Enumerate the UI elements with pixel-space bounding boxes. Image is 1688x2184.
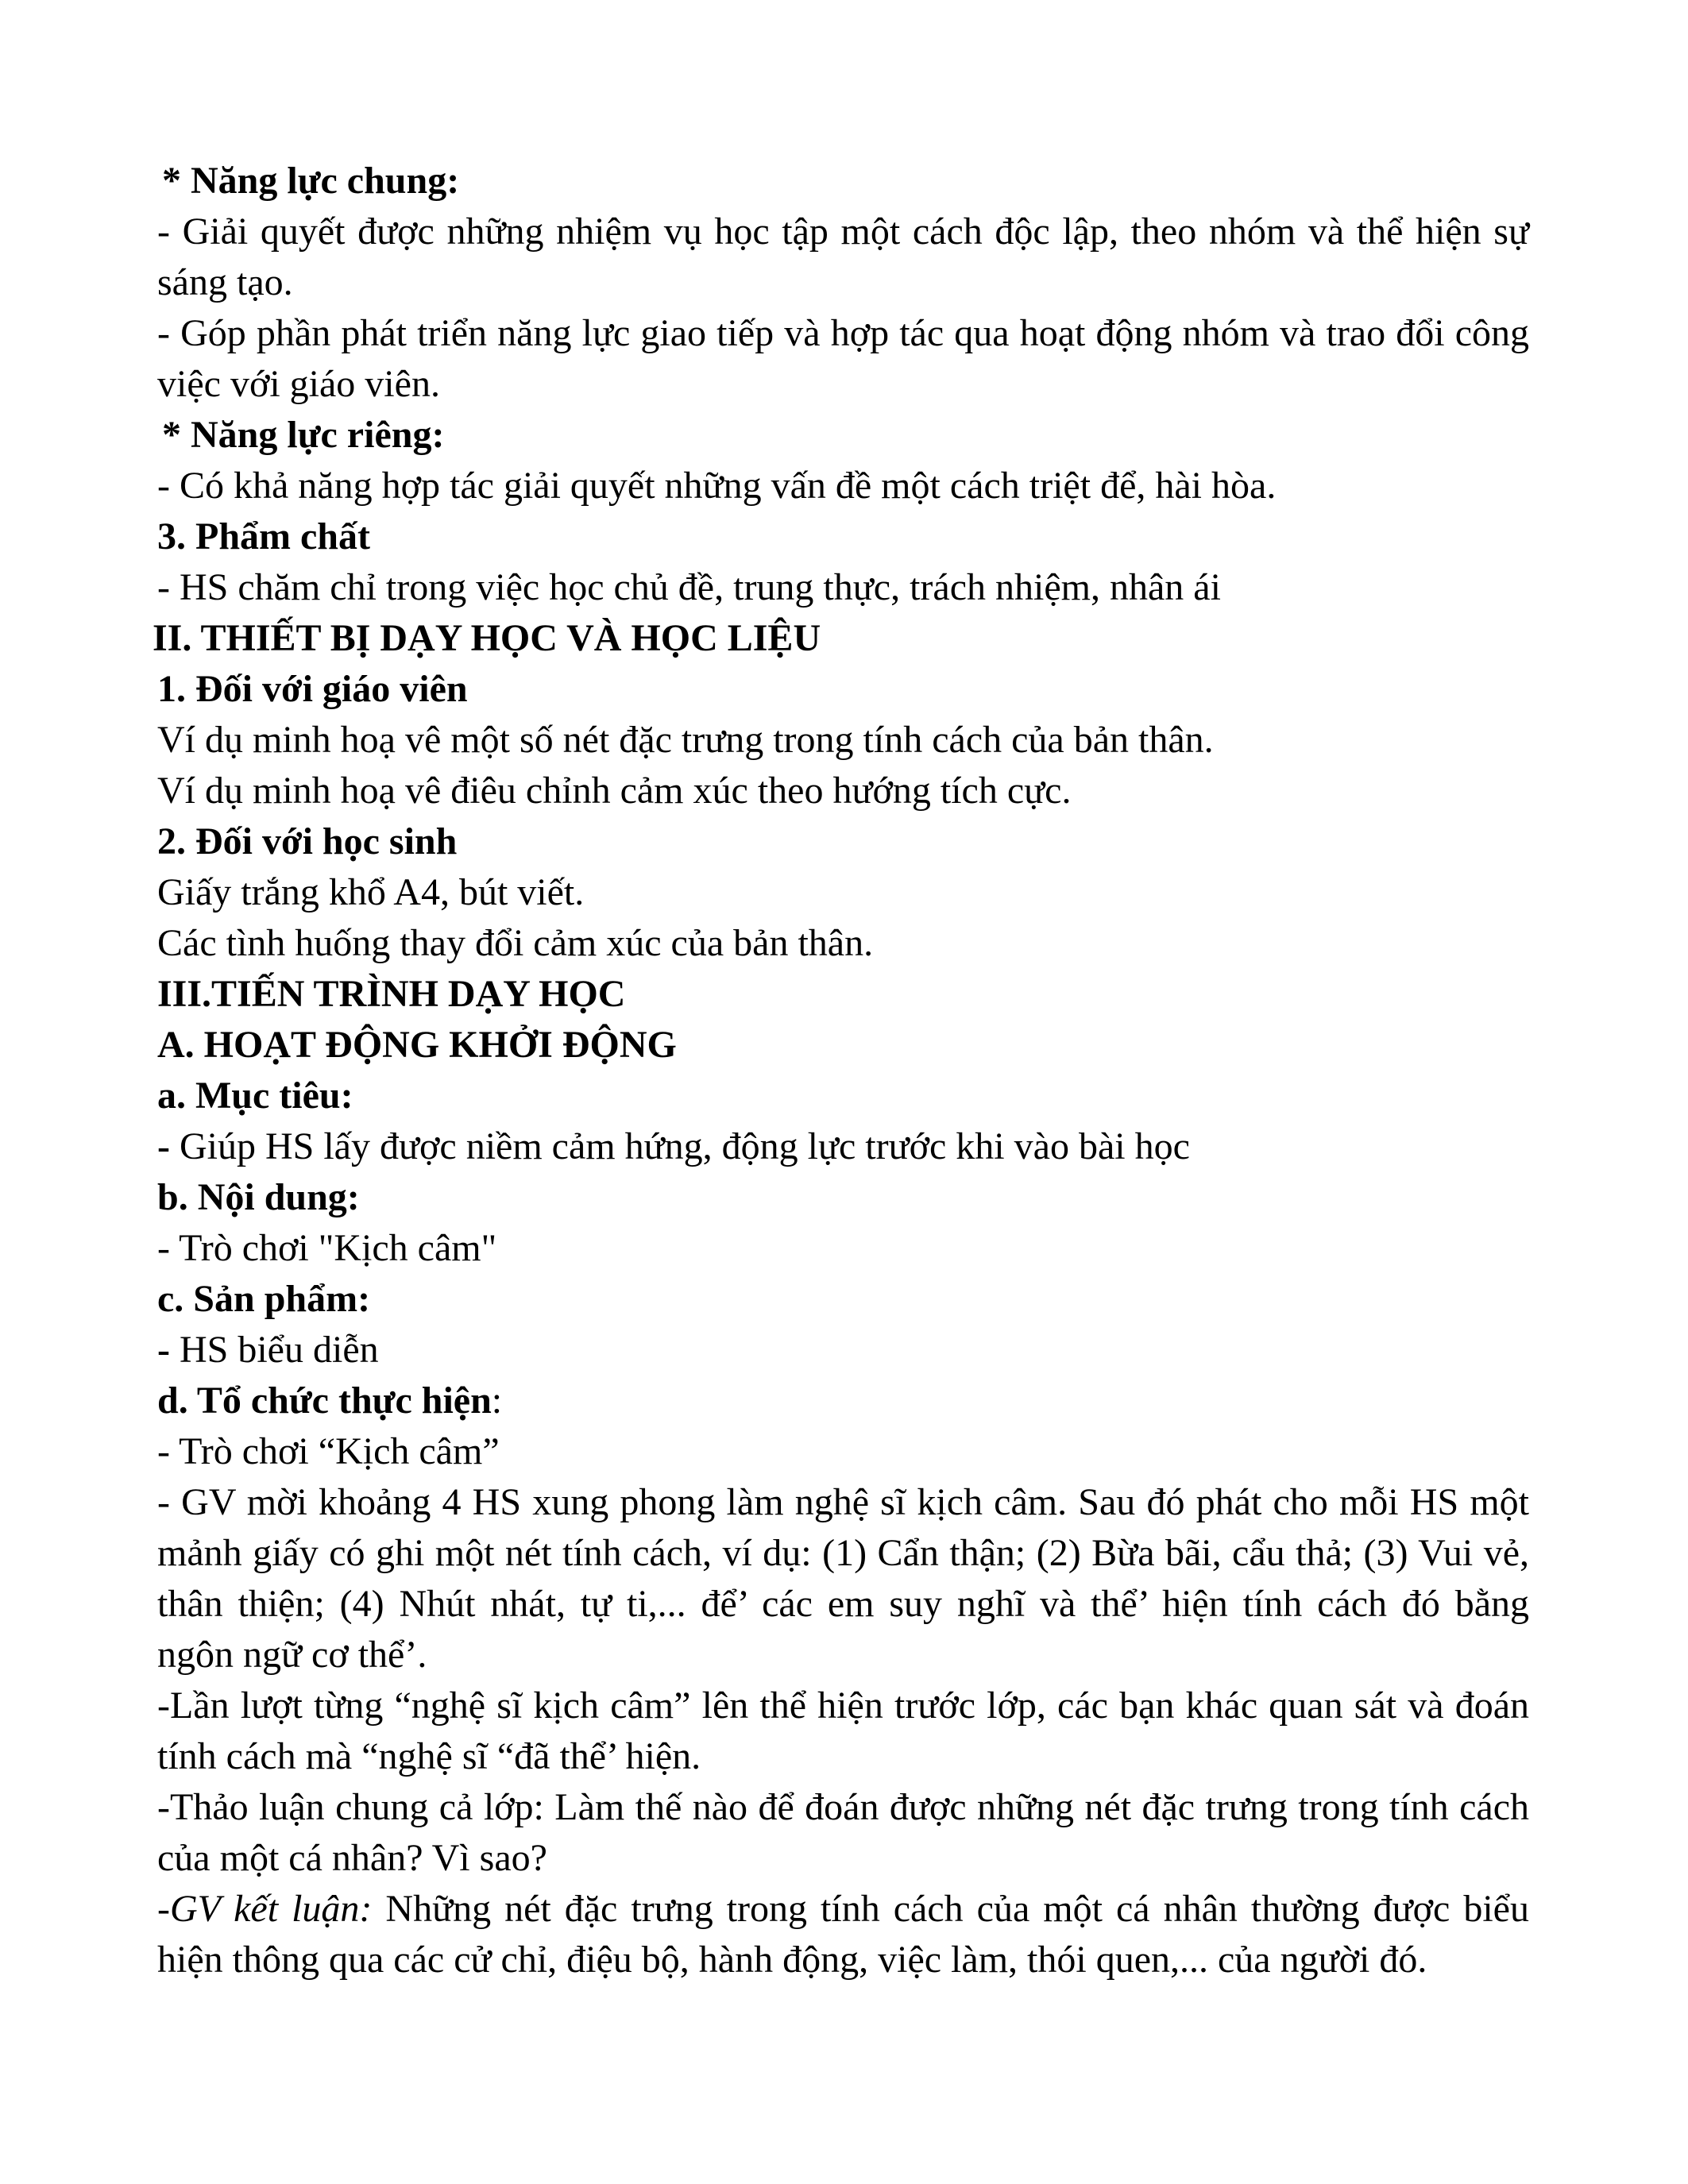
list-item: Ví dụ minh hoạ vê điêu chỉnh cảm xúc theo hướng tích cực. — [157, 770, 1072, 812]
heading-student: 2. Đối với học sinh — [157, 820, 458, 862]
goal-line — [157, 1121, 1529, 1172]
paragraph-line: -Thảo luận chung cả lớp: Làm thế nào để đoán được những nét đặc trưng trong tính cách — [157, 1786, 1529, 1828]
list-item: Ví dụ minh hoạ vê một số nét đặc trưng trong tính cách của bản thân. — [157, 719, 1214, 761]
conclusion-line — [157, 1884, 1529, 1935]
heading-process: III.TIẾN TRÌNH DẠY HỌC — [157, 973, 626, 1015]
heading-content: b. Nội dung: — [157, 1176, 360, 1218]
paragraph-line: - Trò chơi “Kịch câm” — [157, 1430, 500, 1472]
paragraph-line: - GV mời khoảng 4 HS xung phong làm nghệ sĩ kịch câm. Sau đó phát cho mỗi HS một — [157, 1481, 1529, 1523]
paragraph-line: -Lần lượt từng “nghệ sĩ kịch câm” lên thể hiện trước lớp, các bạn khác quan sát và đoán — [157, 1684, 1529, 1727]
list-item: Các tình huống thay đổi cảm xúc của bản thân. — [157, 922, 874, 964]
heading-product: c. Sản phẩm: — [157, 1278, 371, 1320]
heading-quality: 3. Phẩm chất — [157, 515, 370, 558]
org-colon: : — [491, 1379, 503, 1422]
dash: - — [157, 1329, 170, 1371]
heading-equipment: II. THIẾT BỊ DẠY HỌC VÀ HỌC LIỆU — [153, 617, 821, 659]
paragraph-line: việc với giáo viên. — [157, 363, 440, 405]
heading-specific-competence: * Năng lực riêng: — [162, 414, 445, 456]
paragraph-line: - Có khả năng hợp tác giải quyết những vấn đề một cách triệt để, hài hòa. — [157, 465, 1277, 507]
paragraph-line: ngôn ngữ cơ thể’. — [157, 1634, 427, 1676]
list-item: Giấy trắng khổ A4, bút viết. — [157, 871, 585, 913]
goal-text: Giúp HS lấy được niềm cảm hứng, động lực trước khi vào bài học — [169, 1125, 1190, 1167]
conclusion-text: Những nét đặc trưng trong tính cách của một cá nhân thường được biểu — [372, 1888, 1529, 1930]
product-text: HS biểu diễn — [169, 1329, 379, 1371]
heading-activity: A. HOẠT ĐỘNG KHỞI ĐỘNG — [157, 1024, 677, 1066]
paragraph-line: - Góp phần phát triển năng lực giao tiếp và hợp tác qua hoạt động nhóm và trao đổi công — [157, 312, 1529, 354]
paragraph-line: - Giải quyết được những nhiệm vụ học tập một cách độc lập, theo nhóm và thể hiện sự — [157, 210, 1529, 253]
dash: - — [157, 1125, 170, 1167]
heading-organization — [157, 1376, 1529, 1426]
heading-goal: a. Mục tiêu: — [157, 1075, 353, 1117]
paragraph-line: của một cá nhân? Vì sao? — [157, 1837, 547, 1879]
org-heading-text: d. Tổ chức thực hiện — [157, 1379, 492, 1422]
paragraph-line: thân thiện; (4) Nhút nhát, tự ti,... để’ các em suy nghĩ và thể’ hiện tính cách đó bằng — [157, 1583, 1529, 1625]
heading-teacher: 1. Đối với giáo viên — [157, 668, 468, 710]
paragraph-line: tính cách mà “nghệ sĩ “đã thể’ hiện. — [157, 1735, 701, 1777]
product-line — [157, 1325, 1529, 1376]
heading-general-competence: * Năng lực chung: — [162, 160, 460, 202]
paragraph-line: sáng tạo. — [157, 261, 293, 303]
document-page — [153, 156, 1529, 1985]
content-text: - Trò chơi "Kịch câm" — [157, 1227, 497, 1269]
conclusion-label: -GV kết luận: — [157, 1888, 373, 1930]
paragraph-line: hiện thông qua các cử chỉ, điệu bộ, hành động, việc làm, thói quen,... của người đó. — [157, 1939, 1427, 1981]
paragraph-line: mảnh giấy có ghi một nét tính cách, ví dụ: (1) Cẩn thận; (2) Bừa bãi, cẩu thả; (3) Vui vẻ, — [157, 1532, 1529, 1574]
paragraph-line: - HS chăm chỉ trong việc học chủ đề, trung thực, trách nhiệm, nhân ái — [157, 566, 1221, 608]
